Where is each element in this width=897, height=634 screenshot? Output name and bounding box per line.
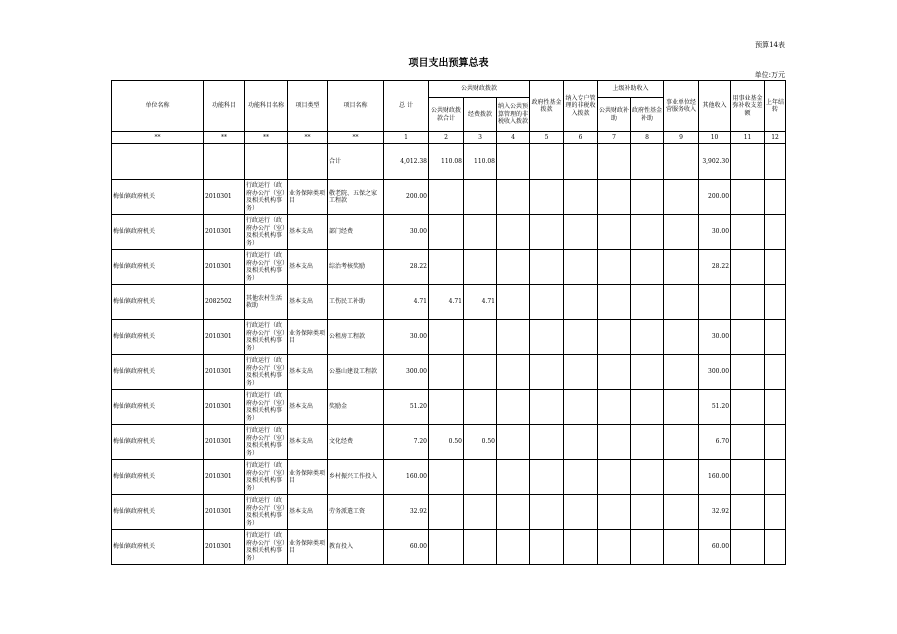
col-header-funds: 经费拨款: [464, 98, 497, 132]
cell-c6: [564, 495, 598, 530]
cell-c4: [497, 180, 530, 215]
cell-unit: 梅仙镇政府机关: [112, 390, 204, 425]
cell-c12: [765, 250, 786, 285]
cell-c6: [564, 215, 598, 250]
cell-total: 30.00: [384, 215, 429, 250]
cell-unit: 梅仙镇政府机关: [112, 355, 204, 390]
cell-c5: [530, 390, 564, 425]
cell-unit: 梅仙镇政府机关: [112, 460, 204, 495]
cell-func-code: 2082502: [204, 285, 245, 320]
cell-public-fiscal-sum: [429, 320, 464, 355]
col-header-gov-fund: 政府性基金拨款: [530, 81, 564, 132]
col-header-last-year: 上年结转: [765, 81, 786, 132]
cell-public-fiscal-sum: 0.50: [429, 425, 464, 460]
cell-other-income: 300.00: [699, 355, 731, 390]
cell-c7: [598, 320, 631, 355]
table-row: [112, 215, 786, 250]
cell-c7: [598, 215, 631, 250]
index-cell: 8: [631, 132, 664, 144]
col-header-budget-mgmt: 纳入公共预算管理的非税收入拨款: [497, 98, 530, 132]
cell-c5: [530, 285, 564, 320]
col-header-public-fiscal-sum: 公共财政拨款合计: [429, 98, 464, 132]
cell-funds: [464, 215, 497, 250]
cell-other-income: 28.22: [699, 250, 731, 285]
cell-func-code: 2010301: [204, 460, 245, 495]
cell-c5: [530, 355, 564, 390]
cell-c12: [765, 530, 786, 565]
cell-c6: [564, 180, 598, 215]
cell-c7: [598, 355, 631, 390]
cell-proj-name: 劳务派遣工资: [328, 495, 384, 530]
col-header-func-name: 功能科目名称: [245, 81, 288, 132]
cell-c9: [664, 215, 699, 250]
table-row: [112, 285, 786, 320]
cell-c6: [564, 460, 598, 495]
cell-other-income: 30.00: [699, 215, 731, 250]
table-row: [112, 320, 786, 355]
cell-c9: [664, 530, 699, 565]
cell-c11: [731, 250, 765, 285]
cell-func-name: 行政运行（政府办公厅（室）及相关机构事务）: [245, 460, 288, 495]
cell-unit: 梅仙镇政府机关: [112, 320, 204, 355]
cell-proj-type: 业务保障类项目: [288, 180, 328, 215]
index-cell: 10: [699, 132, 731, 144]
cell-c12: [765, 180, 786, 215]
cell-unit: 梅仙镇政府机关: [112, 530, 204, 565]
cell-c12: [765, 320, 786, 355]
cell-c11: [731, 425, 765, 460]
cell-c9: [664, 390, 699, 425]
cell-func-name: 行政运行（政府办公厅（室）及相关机构事务）: [245, 355, 288, 390]
total-code: [204, 144, 245, 180]
cell-c9: [664, 250, 699, 285]
cell-public-fiscal-sum: [429, 530, 464, 565]
cell-c7: [598, 425, 631, 460]
cell-funds: [464, 355, 497, 390]
total-c7: [598, 144, 631, 180]
cell-c11: [731, 285, 765, 320]
cell-c12: [765, 355, 786, 390]
cell-total: 32.92: [384, 495, 429, 530]
total-sum: 4,012.38: [384, 144, 429, 180]
cell-c11: [731, 355, 765, 390]
total-c6: [564, 144, 598, 180]
cell-c9: [664, 320, 699, 355]
cell-func-code: 2010301: [204, 180, 245, 215]
index-cell: 3: [464, 132, 497, 144]
cell-public-fiscal-sum: [429, 180, 464, 215]
table-row: [112, 355, 786, 390]
index-cell: **: [204, 132, 245, 144]
index-cell: 9: [664, 132, 699, 144]
cell-func-name: 行政运行（政府办公厅（室）及相关机构事务）: [245, 250, 288, 285]
cell-proj-type: 业务保障类项目: [288, 320, 328, 355]
cell-proj-name: 乡村振兴工作投入: [328, 460, 384, 495]
cell-c6: [564, 530, 598, 565]
cell-total: 60.00: [384, 530, 429, 565]
index-cell: 11: [731, 132, 765, 144]
cell-func-name: 行政运行（政府办公厅（室）及相关机构事务）: [245, 215, 288, 250]
cell-proj-name: 奖励金: [328, 390, 384, 425]
cell-c6: [564, 425, 598, 460]
total-c9: [664, 144, 699, 180]
index-row: [112, 132, 786, 144]
cell-func-code: 2010301: [204, 355, 245, 390]
cell-c8: [631, 320, 664, 355]
cell-c4: [497, 390, 530, 425]
cell-funds: [464, 460, 497, 495]
cell-proj-name: 文化经费: [328, 425, 384, 460]
cell-public-fiscal-sum: [429, 495, 464, 530]
cell-func-code: 2010301: [204, 215, 245, 250]
cell-c5: [530, 495, 564, 530]
cell-proj-type: 基本支出: [288, 285, 328, 320]
col-header-unit-name: 单位名称: [112, 81, 204, 132]
cell-total: 51.20: [384, 390, 429, 425]
cell-unit: 梅仙镇政府机关: [112, 180, 204, 215]
index-cell: 5: [530, 132, 564, 144]
cell-c9: [664, 495, 699, 530]
cell-func-name: 行政运行（政府办公厅（室）及相关机构事务）: [245, 180, 288, 215]
total-func: [245, 144, 288, 180]
cell-public-fiscal-sum: 4.71: [429, 285, 464, 320]
cell-total: 300.00: [384, 355, 429, 390]
cell-proj-name: 综治考核奖励: [328, 250, 384, 285]
cell-c5: [530, 180, 564, 215]
cell-c8: [631, 355, 664, 390]
col-header-proj-type: 项目类型: [288, 81, 328, 132]
total-c12: [765, 144, 786, 180]
cell-public-fiscal-sum: [429, 390, 464, 425]
cell-c7: [598, 285, 631, 320]
cell-other-income: [699, 285, 731, 320]
cell-c8: [631, 250, 664, 285]
cell-c12: [765, 285, 786, 320]
cell-c5: [530, 425, 564, 460]
cell-c8: [631, 530, 664, 565]
cell-proj-type: 基本支出: [288, 215, 328, 250]
cell-proj-name: 公租房工程款: [328, 320, 384, 355]
cell-c8: [631, 215, 664, 250]
cell-proj-type: 基本支出: [288, 425, 328, 460]
cell-other-income: 60.00: [699, 530, 731, 565]
cell-funds: [464, 250, 497, 285]
cell-proj-name: 公墓山建设工程款: [328, 355, 384, 390]
table-row: [112, 250, 786, 285]
cell-proj-name: 部门经费: [328, 215, 384, 250]
cell-unit: 梅仙镇政府机关: [112, 495, 204, 530]
index-cell: **: [245, 132, 288, 144]
cell-c9: [664, 425, 699, 460]
cell-c8: [631, 425, 664, 460]
cell-c7: [598, 530, 631, 565]
cell-other-income: 30.00: [699, 320, 731, 355]
cell-func-name: 行政运行（政府办公厅（室）及相关机构事务）: [245, 390, 288, 425]
cell-total: 30.00: [384, 320, 429, 355]
index-cell: 4: [497, 132, 530, 144]
cell-func-code: 2010301: [204, 495, 245, 530]
cell-funds: [464, 390, 497, 425]
cell-c4: [497, 495, 530, 530]
cell-func-code: 2010301: [204, 320, 245, 355]
cell-func-code: 2010301: [204, 530, 245, 565]
cell-other-income: 51.20: [699, 390, 731, 425]
header-row-1: [112, 81, 786, 98]
total-funds: 110.08: [464, 144, 497, 180]
cell-c5: [530, 530, 564, 565]
cell-func-name: 行政运行（政府办公厅（室）及相关机构事务）: [245, 495, 288, 530]
cell-c9: [664, 180, 699, 215]
cell-proj-type: 基本支出: [288, 390, 328, 425]
col-header-upper-public: 公共财政补助: [598, 98, 631, 132]
cell-proj-type: 基本支出: [288, 250, 328, 285]
cell-c9: [664, 285, 699, 320]
cell-c4: [497, 425, 530, 460]
cell-c11: [731, 390, 765, 425]
cell-c12: [765, 425, 786, 460]
cell-c7: [598, 460, 631, 495]
total-label: 合计: [328, 144, 384, 180]
cell-c6: [564, 390, 598, 425]
cell-c12: [765, 215, 786, 250]
cell-c11: [731, 460, 765, 495]
total-public-fiscal-sum: 110.08: [429, 144, 464, 180]
form-number: 预算14表: [755, 41, 785, 49]
cell-c6: [564, 320, 598, 355]
cell-funds: 4.71: [464, 285, 497, 320]
col-header-fund-diff: 用事业基金弥补收支差额: [731, 81, 765, 132]
cell-funds: 0.50: [464, 425, 497, 460]
cell-total: 4.71: [384, 285, 429, 320]
cell-c4: [497, 285, 530, 320]
total-c4: [497, 144, 530, 180]
cell-c5: [530, 250, 564, 285]
cell-c9: [664, 355, 699, 390]
table-row: [112, 425, 786, 460]
total-c8: [631, 144, 664, 180]
cell-c6: [564, 285, 598, 320]
cell-c9: [664, 460, 699, 495]
col-header-upper-gov: 政府性基金补助: [631, 98, 664, 132]
cell-c12: [765, 390, 786, 425]
index-cell: 12: [765, 132, 786, 144]
cell-c4: [497, 460, 530, 495]
col-header-upper-grant: 上级补助收入: [598, 81, 664, 98]
cell-c4: [497, 530, 530, 565]
total-other-income: 3,902.30: [699, 144, 731, 180]
cell-c11: [731, 215, 765, 250]
cell-c8: [631, 390, 664, 425]
cell-proj-name: 工伤民工补助: [328, 285, 384, 320]
cell-other-income: 32.92: [699, 495, 731, 530]
cell-unit: 梅仙镇政府机关: [112, 285, 204, 320]
cell-c7: [598, 390, 631, 425]
index-cell: 2: [429, 132, 464, 144]
cell-public-fiscal-sum: [429, 355, 464, 390]
cell-c8: [631, 460, 664, 495]
total-type: [288, 144, 328, 180]
cell-c4: [497, 320, 530, 355]
cell-c4: [497, 215, 530, 250]
cell-unit: 梅仙镇政府机关: [112, 425, 204, 460]
cell-other-income: 160.00: [699, 460, 731, 495]
cell-funds: [464, 180, 497, 215]
cell-proj-name: 教育投入: [328, 530, 384, 565]
table-row: [112, 530, 786, 565]
cell-funds: [464, 320, 497, 355]
col-header-special-nontax: 纳入专户管理的非税收入拨款: [564, 81, 598, 132]
cell-c12: [765, 495, 786, 530]
cell-c11: [731, 495, 765, 530]
cell-c4: [497, 355, 530, 390]
cell-c8: [631, 180, 664, 215]
table-row: [112, 495, 786, 530]
cell-total: 200.00: [384, 180, 429, 215]
index-cell: 7: [598, 132, 631, 144]
total-c5: [530, 144, 564, 180]
cell-public-fiscal-sum: [429, 250, 464, 285]
cell-other-income: 200.00: [699, 180, 731, 215]
cell-func-name: 行政运行（政府办公厅（室）及相关机构事务）: [245, 425, 288, 460]
index-cell: 6: [564, 132, 598, 144]
col-header-other-income: 其他收入: [699, 81, 731, 132]
cell-c4: [497, 250, 530, 285]
cell-funds: [464, 530, 497, 565]
budget-table: [111, 80, 786, 565]
cell-proj-type: 业务保障类项目: [288, 530, 328, 565]
total-c11: [731, 144, 765, 180]
cell-c8: [631, 495, 664, 530]
cell-total: 160.00: [384, 460, 429, 495]
total-row: [112, 144, 786, 180]
cell-total: 28.22: [384, 250, 429, 285]
cell-other-income: 6.70: [699, 425, 731, 460]
cell-unit: 梅仙镇政府机关: [112, 250, 204, 285]
col-header-service-income: 事业单位经营服务收入: [664, 81, 699, 132]
table-row: [112, 390, 786, 425]
cell-proj-type: 业务保障类项目: [288, 460, 328, 495]
cell-c5: [530, 320, 564, 355]
cell-c6: [564, 355, 598, 390]
cell-c7: [598, 180, 631, 215]
page-title: 项目支出预算总表: [408, 58, 489, 69]
table-row: [112, 180, 786, 215]
cell-c11: [731, 180, 765, 215]
unit-label: 单位:万元: [754, 71, 785, 79]
cell-c7: [598, 495, 631, 530]
cell-proj-type: 基本支出: [288, 495, 328, 530]
cell-proj-type: 基本支出: [288, 355, 328, 390]
cell-func-code: 2010301: [204, 425, 245, 460]
cell-funds: [464, 495, 497, 530]
cell-func-name: 行政运行（政府办公厅（室）及相关机构事务）: [245, 320, 288, 355]
cell-func-name: 行政运行（政府办公厅（室）及相关机构事务）: [245, 530, 288, 565]
cell-c8: [631, 285, 664, 320]
cell-c6: [564, 250, 598, 285]
cell-c11: [731, 320, 765, 355]
table-row: [112, 460, 786, 495]
cell-c12: [765, 460, 786, 495]
cell-c7: [598, 250, 631, 285]
cell-c5: [530, 215, 564, 250]
cell-func-code: 2010301: [204, 390, 245, 425]
cell-public-fiscal-sum: [429, 215, 464, 250]
cell-proj-name: 敬老院、五保之家工程款: [328, 180, 384, 215]
col-header-proj-name: 项目名称: [328, 81, 384, 132]
index-cell: **: [288, 132, 328, 144]
cell-c11: [731, 530, 765, 565]
index-cell: **: [328, 132, 384, 144]
index-cell: **: [112, 132, 204, 144]
col-header-func-code: 功能科目: [204, 81, 245, 132]
cell-total: 7.20: [384, 425, 429, 460]
cell-c5: [530, 460, 564, 495]
col-header-total: 总 计: [384, 81, 429, 132]
cell-func-code: 2010301: [204, 250, 245, 285]
col-header-public-fiscal: 公共财政拨款: [429, 81, 530, 98]
cell-unit: 梅仙镇政府机关: [112, 215, 204, 250]
index-cell: 1: [384, 132, 429, 144]
total-unit: [112, 144, 204, 180]
cell-func-name: 其他农村生活救助: [245, 285, 288, 320]
cell-public-fiscal-sum: [429, 460, 464, 495]
